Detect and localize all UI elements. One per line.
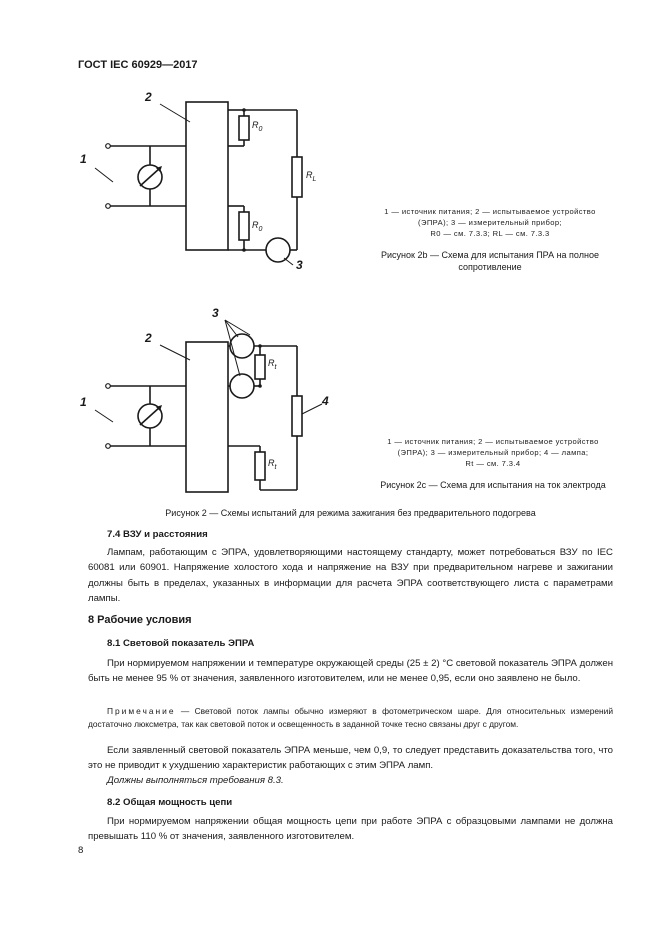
fig2c-label-3: 3	[212, 306, 219, 320]
page-number: 8	[78, 845, 84, 856]
section-8-1-requirement: Должны выполняться требования 8.3.	[107, 775, 284, 786]
note-label: Примечание	[107, 706, 176, 716]
fig2b-caption: Рисунок 2b — Схема для испытания ПРА на полное сопротивление	[381, 250, 599, 272]
fig2b-label-1: 1	[80, 152, 87, 166]
fig2b-legend: 1 — источник питания; 2 — испытываемое устройство (ЭПРА); 3 — измерительный прибор; R0 — см. 7.3.3; RL — см. 7.3.3	[384, 207, 596, 238]
figure-2-caption: Рисунок 2 — Схемы испытаний для режима зажигания без предварительного подогрева	[165, 508, 536, 518]
fig2c-rt-bottom: $R_t$	[268, 458, 277, 471]
section-8-1-title: 8.1 Световой показатель ЭПРА	[107, 638, 255, 649]
fig2c-legend: 1 — источник питания; 2 — испытываемое устройство (ЭПРА); 3 — измерительный прибор; 4 — лампа; Rt — см. 7.3.4	[387, 437, 599, 468]
document-header: ГОСТ IEC 60929—2017	[78, 59, 198, 71]
section-7-4-text: Лампам, работающим с ЭПРА, удовлетворяющими настоящему стандарту, может потребоваться ВЗУ по IEC 60081 или 60901. Напряжение холостого хода и напряжение на ВЗУ при предварительном нагреве и зажигании должны быть в пределах, указанных в информации для расчета ЭПРА соответствующего листа с параметрами лампы.	[88, 547, 613, 605]
section-7-4-title: 7.4 ВЗУ и расстояния	[107, 529, 208, 540]
section-8-1-text: При нормируемом напряжении и температуре окружающей среды (25 ± 2) °С световой показатель ЭПРА должен быть не менее 95 % от значения, заявленного изготовителем, или не менее 0,95, если оно заявлено не было.	[88, 658, 613, 685]
section-8-2-title: 8.2 Общая мощность цепи	[107, 797, 233, 808]
fig2c-label-1: 1	[80, 395, 87, 409]
fig2b-rl: $R_L$	[306, 170, 317, 183]
fig2c-label-2: 2	[145, 331, 152, 345]
fig2c-rt-top: $R_t$	[268, 358, 277, 371]
fig2b-r0-top: $R_0$	[252, 120, 263, 133]
section-8-2-text: При нормируемом напряжении общая мощность цепи при работе ЭПРА с образцовыми лампами не должна превышать 110 % от значения, заявленного изготовителем.	[88, 816, 613, 843]
fig2b-label-3: 3	[296, 258, 303, 272]
note	[88, 705, 613, 732]
fig2c-label-4: 4	[322, 394, 329, 408]
fig2c-caption: Рисунок 2c — Схема для испытания на ток электрода	[380, 480, 606, 490]
note-text: — Световой поток лампы обычно измеряют в фотометрическом шаре. Для относительных измерений достаточно люксметра, так как световой поток и освещенность в заданной точке тесно связаны друг с другом.	[88, 706, 613, 730]
section-8-1-text-2: Если заявленный световой показатель ЭПРА меньше, чем 0,9, то следует представить доказательства того, что это не приводит к ухудшению характеристик работающих с этим ЭПРА ламп.	[88, 745, 613, 772]
fig2b-r0-bottom: $R_0$	[252, 220, 263, 233]
section-8-title: 8 Рабочие условия	[88, 614, 192, 626]
fig2b-label-2: 2	[145, 90, 152, 104]
